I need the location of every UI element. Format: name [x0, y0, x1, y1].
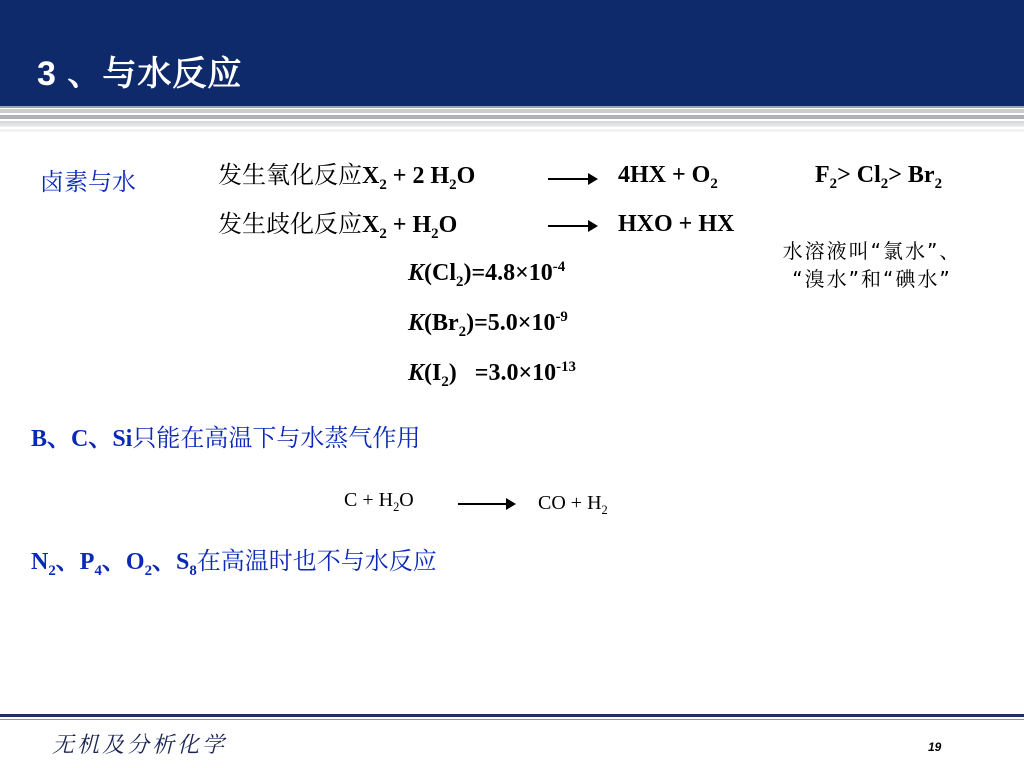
page-number: 19	[928, 740, 942, 754]
oxidation-equation	[218, 161, 476, 193]
slide-title: 3 、与水反应	[37, 55, 243, 93]
reactivity-order: $F_2> Cl_2> Br_2$	[815, 162, 943, 192]
reaction-arrow	[548, 178, 596, 180]
course-name: 无机及分析化学	[52, 733, 228, 758]
footer-rule	[0, 719, 1024, 720]
disproportionation-products: HXO + HX	[618, 211, 735, 237]
reactant-x2: $X_2 + 2$ $H_2O$	[362, 163, 476, 193]
disproportionation-equation	[218, 210, 458, 242]
note-line-1: 水溶液叫“氯水”、	[782, 239, 962, 263]
divider-stripe	[0, 109, 1024, 113]
k-br2: $K(Br_2)=5.0\times 10^{-9}$	[408, 309, 568, 340]
bcsi-statement: B、C、Si只能在高温下与水蒸气作用	[31, 424, 421, 452]
k-i2: $K(I_2) =3.0\times 10^{-13}$	[408, 359, 576, 390]
water-gas-products: CO + $H_2$	[538, 492, 608, 517]
k-cl2: $K(Cl_2)=4.8\times 10^{-4}$	[408, 259, 566, 290]
divider-stripe	[0, 129, 1024, 132]
title-bar	[0, 0, 1024, 108]
water-gas-reactants: $C + H_2O$	[344, 489, 414, 514]
reaction-arrow	[458, 503, 514, 505]
disproportionation-label: 发生歧化反应	[218, 210, 362, 238]
oxidation-label: 发生氧化反应	[218, 161, 362, 189]
oxidation-products: $4HX + O_2$	[618, 162, 718, 192]
reaction-arrow	[548, 225, 596, 227]
note-line-2: “溴水”和“碘水”	[792, 267, 952, 291]
reactant-x2-water: $X_2 + H_2O$	[362, 212, 458, 242]
section-label: 卤素与水	[40, 168, 136, 196]
inert-statement: $N_2$、$P_4$、$O_2$、$S_8$在高温时也不与水反应	[31, 547, 437, 579]
divider-stripe	[0, 121, 1024, 127]
divider-stripe	[0, 115, 1024, 119]
footer-rule	[0, 714, 1024, 717]
note-text	[754, 237, 990, 293]
